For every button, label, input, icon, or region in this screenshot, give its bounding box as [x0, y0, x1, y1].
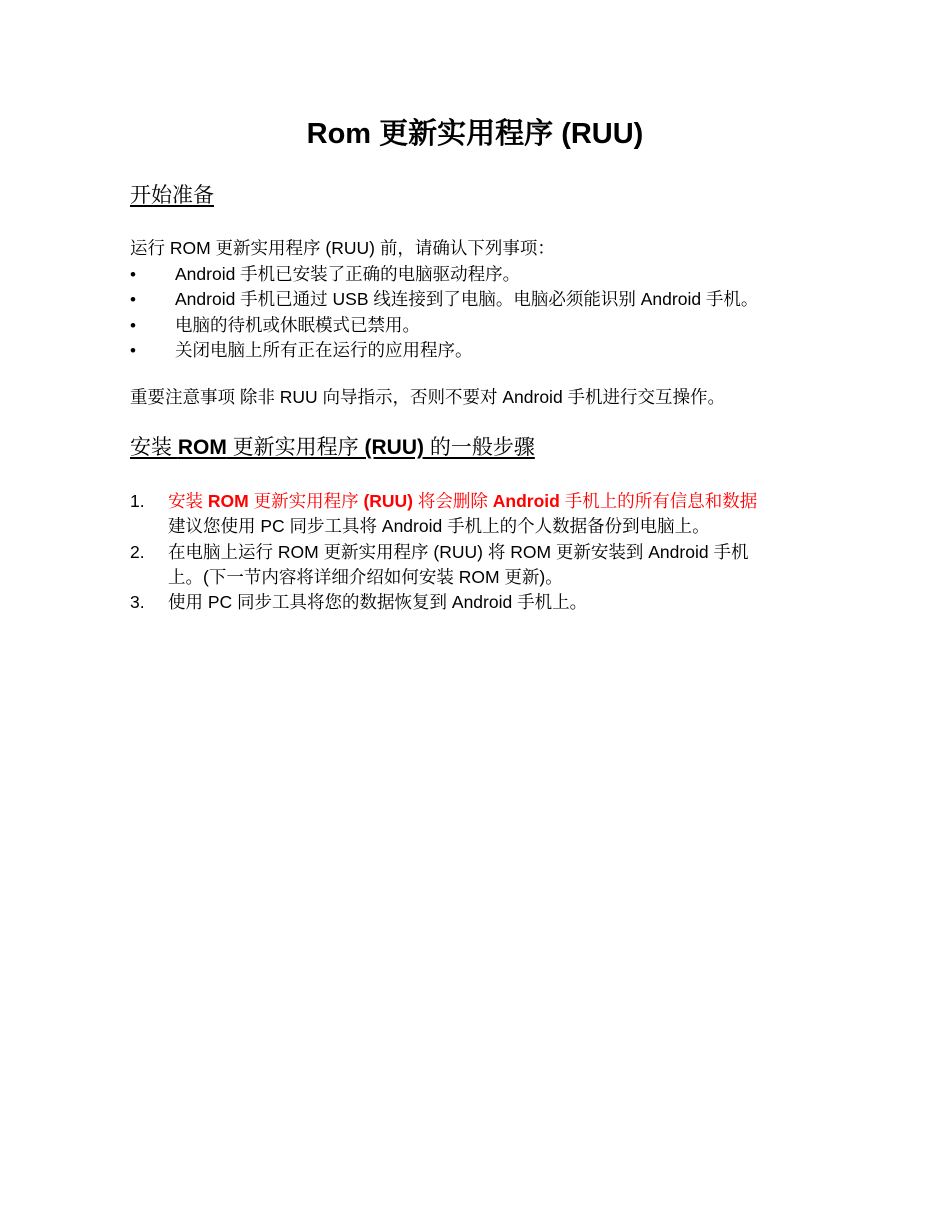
page-title: Rom 更新实用程序 (RUU) — [306, 118, 644, 150]
list-item — [130, 313, 758, 338]
bullet-icon: • — [130, 290, 136, 310]
step-number: 3. — [130, 592, 145, 613]
step-text: 上。(下一节内容将详细介绍如何安装 ROM 更新)。 — [168, 566, 563, 587]
step-text: 建议您使用 PC 同步工具将 Android 手机上的个人数据备份到电脑上。 — [168, 516, 710, 537]
step-text: 使用 PC 同步工具将您的数据恢复到 Android 手机上。 — [168, 592, 588, 613]
list-item — [130, 590, 810, 615]
bullet-icon: • — [130, 315, 136, 335]
preparation-intro: 运行 ROM 更新实用程序 (RUU) 前，请确认下列事项： — [130, 238, 555, 258]
section-heading-install-steps — [130, 434, 535, 462]
heading-prefix: 安装 — [130, 436, 178, 459]
checklist-item-text: 关闭电脑上所有正在运行的应用程序。 — [175, 339, 473, 360]
bullet-icon: • — [130, 265, 136, 284]
important-note: 重要注意事项 除非 RUU 向导指示，否则不要对 Android 手机进行交互操作。 — [130, 387, 726, 407]
step-number: 1. — [130, 491, 145, 511]
list-item — [130, 287, 758, 312]
heading-ruu: (RUU) — [364, 436, 424, 459]
list-item — [130, 338, 758, 363]
heading-rom: ROM — [177, 436, 227, 459]
checklist-item-text: Android 手机已安装了正确的电脑驱动程序。 — [175, 264, 521, 284]
heading-middle: 更新实用程序 — [226, 436, 365, 459]
step-text: 在电脑上运行 ROM 更新实用程序 (RUU) 将 ROM 更新安装到 Android 手机 — [168, 541, 749, 562]
list-item — [130, 262, 758, 287]
checklist-item-text: Android 手机已通过 USB 线连接到了电脑。电脑必须能识别 Android 手机。 — [175, 289, 759, 310]
list-item — [130, 540, 810, 591]
checklist-item-text: 电脑的待机或休眠模式已禁用。 — [175, 314, 420, 335]
heading-suffix: 的一般步骤 — [424, 436, 535, 459]
preparation-checklist — [130, 262, 758, 363]
bullet-icon: • — [130, 340, 136, 360]
data-loss-warning: 安装 ROM 更新实用程序 (RUU) 将会删除 Android 手机上的所有信息和数据 — [168, 491, 758, 511]
step-number: 2. — [130, 541, 145, 562]
install-steps-list — [130, 489, 810, 615]
list-item — [130, 489, 810, 540]
section-heading-preparation: 开始准备 — [130, 184, 214, 207]
